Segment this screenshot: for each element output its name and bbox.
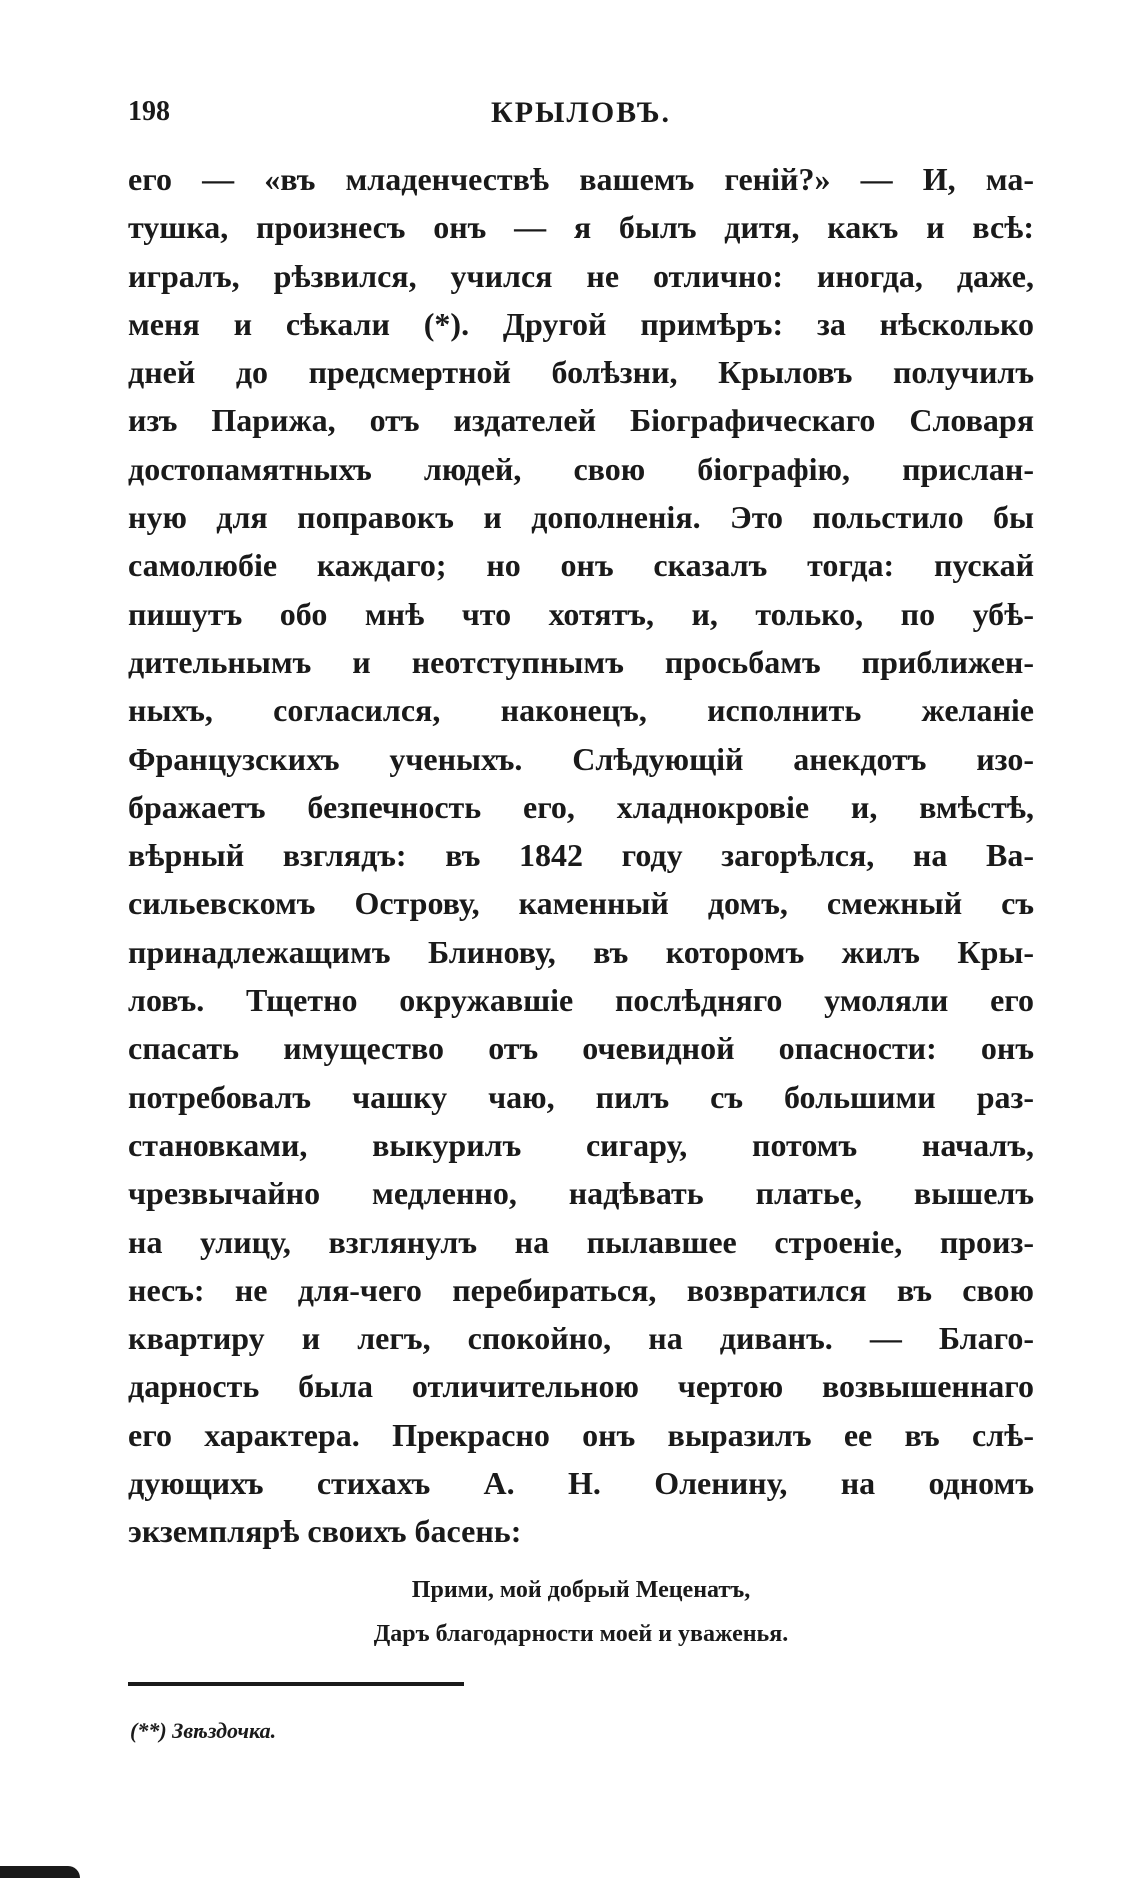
text-line: ныхъ, согласился, наконецъ, исполнить желанiе (128, 692, 1034, 729)
text-line: тушка, произнесъ онъ — я былъ дитя, какъ и всѣ: (128, 209, 1034, 246)
text-line: несъ: не для-чего перебираться, возвратился въ свою (128, 1271, 1034, 1308)
text-line: квартиру и легъ, спокойно, на диванъ. — Благо- (128, 1320, 1034, 1357)
running-title: КРЫЛОВЪ. (490, 96, 672, 129)
footnote: (**) Звѣздочка. (130, 1718, 277, 1743)
text-line: изъ Парижа, отъ издателей Бiографическаго Словаря (128, 402, 1034, 439)
text-line: дарность была отличительною чертою возвышеннаго (128, 1368, 1034, 1405)
scan-edge-mark (0, 1866, 80, 1878)
text-line: ловъ. Тщетно окружавшiе послѣдняго умоляли его (128, 982, 1034, 1019)
verse-line: Даръ благодарности моей и уваженья. (373, 1621, 789, 1647)
text-line: спасать имущество отъ очевидной опасности: онъ (128, 1030, 1034, 1067)
text-line: Французскихъ ученыхъ. Слѣдующiй анекдотъ изо- (128, 740, 1034, 777)
text-line: дней до предсмертной болѣзни, Крыловъ получилъ (128, 354, 1034, 391)
text-line: экземплярѣ своихъ басень: (128, 1513, 522, 1550)
text-line: на улицу, взглянулъ на пылавшее строенiе, произ- (128, 1223, 1034, 1260)
footnote-rule (128, 1682, 464, 1686)
text-line: принадлежащимъ Блинову, въ которомъ жилъ Кры- (128, 933, 1034, 970)
text-line: потребовалъ чашку чаю, пилъ съ большими раз- (128, 1078, 1034, 1115)
text-line: бражаетъ безпечность его, хладнокровiе и, вмѣстѣ, (128, 788, 1034, 825)
text-line: пишутъ обо мнѣ что хотятъ, и, только, по убѣ- (128, 595, 1034, 632)
text-line: чрезвычайно медленно, надѣвать платье, вышелъ (128, 1175, 1034, 1212)
text-line: игралъ, рѣзвился, учился не отлично: иногда, даже, (128, 257, 1034, 294)
text-line: ную для поправокъ и дополненiя. Это польстило бы (128, 499, 1034, 536)
page-header (128, 96, 1034, 136)
text-line: становками, выкурилъ сигару, потомъ началъ, (128, 1126, 1034, 1163)
body-text (128, 155, 1034, 1556)
verse-quote (128, 1568, 1034, 1656)
text-line: меня и сѣкали (*). Другой примѣръ: за нѣсколько (128, 305, 1034, 342)
page-number: 198 (128, 96, 170, 127)
text-line: вѣрный взглядъ: въ 1842 году загорѣлся, на Ва- (128, 837, 1034, 874)
text-line: самолюбiе каждаго; но онъ сказалъ тогда: пускай (128, 547, 1034, 584)
text-line: дующихъ стихахъ А. Н. Оленину, на одномъ (128, 1465, 1034, 1502)
text-line: достопамятныхъ людей, свою бiографiю, прислан- (128, 450, 1034, 487)
verse-line: Прими, мой добрый Меценатъ, (411, 1577, 751, 1603)
text-line: дительнымъ и неотступнымъ просьбамъ приближен- (128, 643, 1034, 680)
text-line: его — «въ младенчествѣ вашемъ генiй?» — И, ма- (128, 161, 1034, 197)
text-line: сильевскомъ Острову, каменный домъ, смежный съ (128, 885, 1034, 922)
text-line: его характера. Прекрасно онъ выразилъ ее въ слѣ- (128, 1416, 1034, 1453)
